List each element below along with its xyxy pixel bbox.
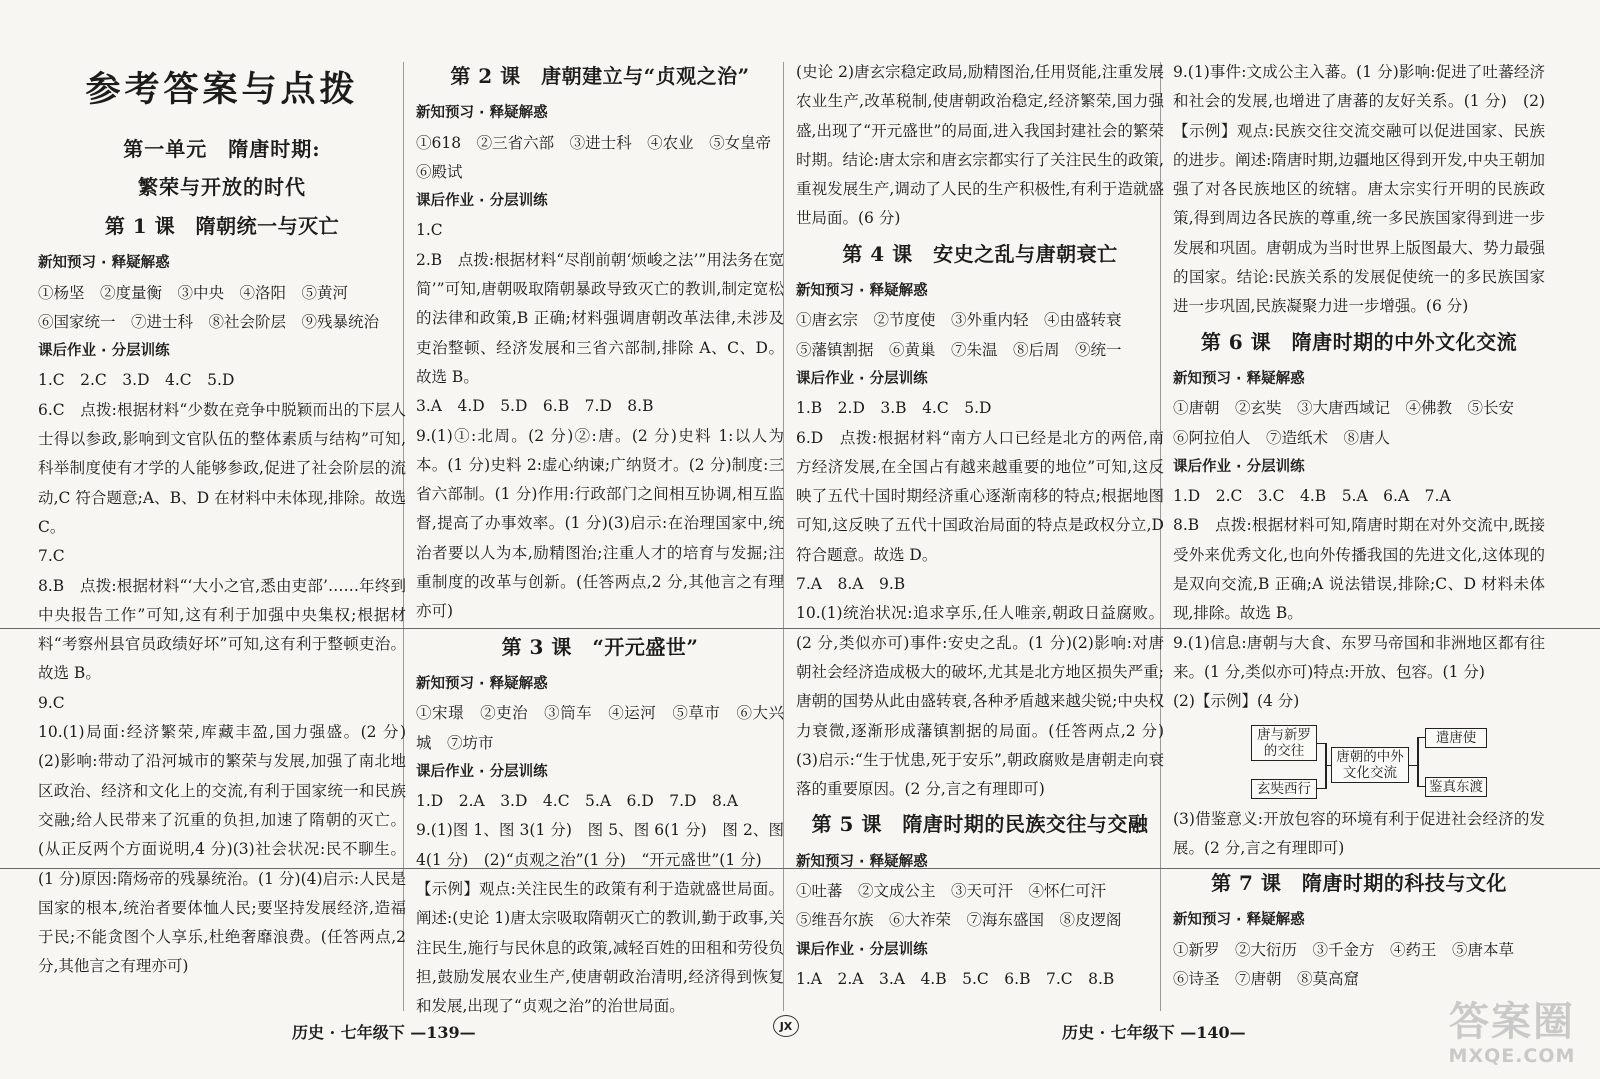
lesson-5-title: 第 5 课 隋唐时期的民族交往与交融	[811, 812, 1149, 837]
lesson-2-title: 第 2 课 唐朝建立与“贞观之治”	[450, 64, 750, 88]
diagram-connector	[1417, 737, 1419, 787]
answer-item: 2.B 点拨:根据材料“尽削前朝‘烦峻之法’”用法务在宽简’”可知,唐朝吸取隋朝暴政导致灭亡的教训,制定宽松的法律和政策,B 正确;材料强调唐朝改革法律,未涉及吏治整顿、经济发展和三省六部制,排除 A、C、D。故选 B。	[416, 250, 784, 386]
answer-line: 1.C	[416, 221, 443, 240]
answer-line: ①新罗 ②大衍历 ③千金方 ④药王 ⑤唐本草	[1173, 940, 1515, 959]
site-watermark	[1432, 999, 1592, 1073]
section-heading: 新知预习 · 释疑解惑	[416, 105, 548, 122]
cultural-exchange-diagram	[1251, 725, 1545, 801]
answer-line: ⑥阿拉伯人 ⑦造纸术 ⑧唐人	[1173, 428, 1391, 447]
answer-item: 6.C 点拨:根据材料“少数在竞争中脱颖而出的下层人士得以参政,影响到文官队伍的整体素质与结构”可知,科举制度使有才学的人能够参政,促进了社会阶层的流动,C 符合题意;A、B、D 在材料中未体现,排除。故选 C。	[38, 400, 411, 536]
answer-item: 9.(1)信息:唐朝与大食、东罗马帝国和非洲地区都有往来。(1 分,类似亦可)特点:开放、包容。(1 分)	[1173, 633, 1545, 681]
answer-item: 6.D 点拨:根据材料“南方人口已经是北方的两倍,南方经济发展,在全国占有越来越重要的地位”可知,这反映了五代十国时期经济重心逐渐南移的特点;根据地图可知,这反映了五代十国政治局面的特点是政权分立,D 符合题意。故选 D。	[796, 428, 1169, 564]
section-heading: 课后作业 · 分层训练	[416, 193, 548, 210]
jx-badge: JX	[773, 1015, 799, 1037]
diagram-box-center: 唐朝的中外文化交流	[1331, 747, 1409, 783]
answer-line: ⑥殿试	[416, 162, 463, 181]
column-2	[416, 58, 789, 1022]
section-heading: 新知预习 · 释疑解惑	[38, 255, 170, 272]
diagram-connector	[1317, 743, 1325, 745]
diagram-box-envoys: 遣唐使	[1425, 728, 1487, 748]
section-heading: 新知预习 · 释疑解惑	[796, 853, 928, 870]
diagram-box-jianzhen: 鉴真东渡	[1425, 777, 1487, 797]
section-heading: 新知预习 · 释疑解惑	[416, 675, 548, 692]
footer-right-page-number: 历史 · 七年级下 —140—	[1062, 1023, 1246, 1042]
lesson-7-title: 第 7 课 隋唐时期的科技与文化	[1211, 871, 1507, 896]
section-heading: 课后作业 · 分层训练	[38, 343, 170, 360]
column-4	[1173, 58, 1545, 994]
section-heading: 课后作业 · 分层训练	[796, 941, 928, 958]
answer-line: ①吐蕃 ②文成公主 ③天可汗 ④怀仁可汗	[796, 882, 1107, 901]
answer-line: ①宋璟 ②吏治 ③筒车 ④运河 ⑤草市 ⑥大兴城 ⑦坊市	[416, 704, 784, 752]
lesson-3-title: 第 3 课 “开元盛世”	[501, 634, 699, 659]
lesson-1-title: 第 1 课 隋朝统一与灭亡	[104, 214, 340, 238]
diagram-connector	[1409, 765, 1417, 767]
answer-line: 7.C	[38, 547, 65, 566]
answer-line: (2)【示例】(4 分)	[1173, 692, 1300, 711]
answer-item: 【示例】观点:关注民生的政策有利于造就盛世局面。阐述:(史论 1)唐太宗吸取隋朝灭亡的教训,勤于政事,关注民生,施行与民休息的政策,减轻百姓的田租和劳役负担,鼓励发展农业生产,使唐朝政治清明,经济得到恢复和发展,出现了“贞观之治”的治世局面。	[416, 880, 784, 1016]
answer-line: ①618 ②三省六部 ③进士科 ④农业 ⑤女皇帝	[416, 133, 772, 152]
unit-title-line-1: 第一单元 隋唐时期:	[123, 137, 321, 161]
section-heading: 课后作业 · 分层训练	[1173, 458, 1305, 475]
column-1	[38, 58, 422, 982]
section-heading: 课后作业 · 分层训练	[796, 370, 928, 387]
section-heading: 新知预习 · 释疑解惑	[1173, 370, 1305, 387]
answer-line: 3.A 4.D 5.D 6.B 7.D 8.B	[416, 397, 654, 416]
answer-item: 9.(1)①:北周。(2 分)②:唐。(2 分)史料 1:以人为本。(1 分)史料 2:虚心纳谏;广纳贤才。(2 分)制度:三省六部制。(1 分)作用:行政部门之间相互协调,相互监督,提高了办事效率。(1 分)(3)启示:在治理国家中,统治者要以人为本,励精图治;注重人才的培育与发掘;注重制度的改革与创新。(任答两点,2 分,其他言之有理亦可)	[416, 426, 784, 621]
answer-line: ⑤藩镇割据 ⑥黄巢 ⑦朱温 ⑧后周 ⑨统一	[796, 340, 1122, 359]
answer-line: 9.C	[38, 693, 65, 712]
answer-item: 9.(1)图 1、图 3(1 分) 图 5、图 6(1 分) 图 2、图 4(1 分) (2)“贞观之治”(1 分) “开元盛世”(1 分)	[416, 821, 789, 869]
answer-line: 1.B 2.D 3.B 4.C 5.D	[796, 399, 992, 418]
diagram-box-xuanzang: 玄奘西行	[1251, 779, 1317, 799]
answer-item: (3)借鉴意义:开放包容的环境有利于促进社会经济的发展。(2 分,言之有理即可)	[1173, 809, 1545, 857]
answer-line: ⑥诗圣 ⑦唐朝 ⑧莫高窟	[1173, 970, 1360, 989]
unit-title-line-2: 繁荣与开放的时代	[138, 175, 306, 199]
answer-item: 10.(1)局面:经济繁荣,库藏丰盈,国力强盛。(2 分) (2)影响:带动了沿河城市的繁荣与发展,加强了南北地区政治、经济和文化上的交流,有利于国家统一和民族交融;给人民带来了沉重的负担,加速了隋朝的灭亡。(从正反两个方面说明,4 分)(3)社会状况:民不聊生。(1 分)原因:隋炀帝的残暴统治。(1 分)(4)启示:人民是国家的根本,统治者要体恤人民;要坚持发展经济,造福于民;不能贪图个人享乐,杜绝奢靡浪费。(任答两点,2 分,其他言之有理亦可)	[38, 723, 422, 976]
answer-item: 8.B 点拨:根据材料“‘大小之官,悉由吏部’……年终到中央报告工作”可知,这有利于加强中央集权;根据材料“考察州县官员政绩好坏”可知,这有利于整顿吏治。故选 B。	[38, 576, 406, 683]
watermark-logo-text: 答案圈	[1449, 999, 1575, 1045]
answer-item: 9.(1)事件:文成公主入蕃。(1 分)影响:促进了吐蕃经济和社会的发展,也增进了唐蕃的友好关系。(1 分) (2)【示例】观点:民族交往交流交融可以促进国家、民族的进步。阐述:隋唐时期,边疆地区得到开发,中央王朝加强了对各民族地区的统辖。唐太宗实行开明的民族政策,得到周边各民族的尊重,统一多民族国家得到进一步发展和巩固。唐朝成为当时世界上版图最大、势力最强的国家。结论:民族关系的发展促使统一的多民族国家进一步巩固,民族凝聚力进一步增强。(6 分)	[1173, 63, 1546, 316]
answer-line: 1.D 2.C 3.C 4.B 5.A 6.A 7.A	[1173, 487, 1451, 506]
diagram-connector	[1417, 737, 1425, 739]
answer-line: ①唐朝 ②玄奘 ③大唐西域记 ④佛教 ⑤长安	[1173, 399, 1515, 418]
diagram-connector	[1317, 788, 1325, 790]
section-heading: 新知预习 · 释疑解惑	[1173, 912, 1305, 929]
answer-line: 7.A 8.A 9.B	[796, 575, 906, 594]
answer-item: 8.B 点拨:根据材料可知,隋唐时期在对外交流中,既接受外来优秀文化,也向外传播我国的先进文化,这体现的是双向交流,B 正确;A 说法错误,排除;C、D 材料未体现,排除。故选 B。	[1173, 516, 1545, 623]
lesson-4-title: 第 4 课 安史之乱与唐朝衰亡	[842, 241, 1118, 266]
lesson-6-title: 第 6 课 隋唐时期的中外文化交流	[1200, 329, 1518, 354]
page-title: 参考答案与点拨	[85, 69, 359, 110]
answer-line: ⑥国家统一 ⑦进士科 ⑧社会阶层 ⑨残暴统治	[38, 312, 380, 331]
answer-line: ①唐玄宗 ②节度使 ③外重内轻 ④由盛转衰	[796, 311, 1122, 330]
answer-item: 10.(1)统治状况:追求享乐,任人唯亲,朝政日益腐败。(2 分,类似亦可)事件:安史之乱。(1 分)(2)影响:对唐朝社会经济造成极大的破坏,尤其是北方地区损失严重;唐朝的国势从此由盛转衰,各种矛盾越来越尖锐;中央权力衰微,逐渐形成藩镇割据的局面。(任答两点,2 分)(3)启示:“生于忧患,死于安乐”,朝政腐败是唐朝走向衰落的重要原因。(2 分,言之有理即可)	[796, 604, 1164, 799]
section-heading: 新知预习 · 释疑解惑	[796, 283, 928, 300]
answer-line: ①杨坚 ②度量衡 ③中央 ④洛阳 ⑤黄河	[38, 283, 349, 302]
section-heading: 课后作业 · 分层训练	[416, 763, 548, 780]
footer-left-page-number: 历史 · 七年级下 —139—	[292, 1023, 476, 1042]
answer-line: 1.C 2.C 3.D 4.C 5.D	[38, 371, 235, 390]
diagram-box-silla: 唐与新罗的交往	[1251, 725, 1317, 761]
answer-line: 1.D 2.A 3.D 4.C 5.A 6.D 7.D 8.A	[416, 792, 738, 811]
diagram-connector	[1417, 786, 1425, 788]
answer-line: ⑤维吾尔族 ⑥大祚荣 ⑦海东盛国 ⑧皮逻阁	[796, 911, 1122, 930]
watermark-url: MXQE.COM	[1448, 1045, 1576, 1067]
column-3	[796, 58, 1169, 994]
answer-line: 1.A 2.A 3.A 4.B 5.C 6.B 7.C 8.B	[796, 969, 1115, 988]
answer-item: (史论 2)唐玄宗稳定政局,励精图治,任用贤能,注重发展农业生产,改革税制,使唐朝政治稳定,经济繁荣,国力强盛,出现了“开元盛世”的局面,进入我国封建社会的繁荣时期。结论:唐太宗和唐玄宗都实行了关注民生的政策,重视发展生产,调动了人民的生产积极性,有利于造就盛世局面。(6 分)	[796, 63, 1164, 228]
